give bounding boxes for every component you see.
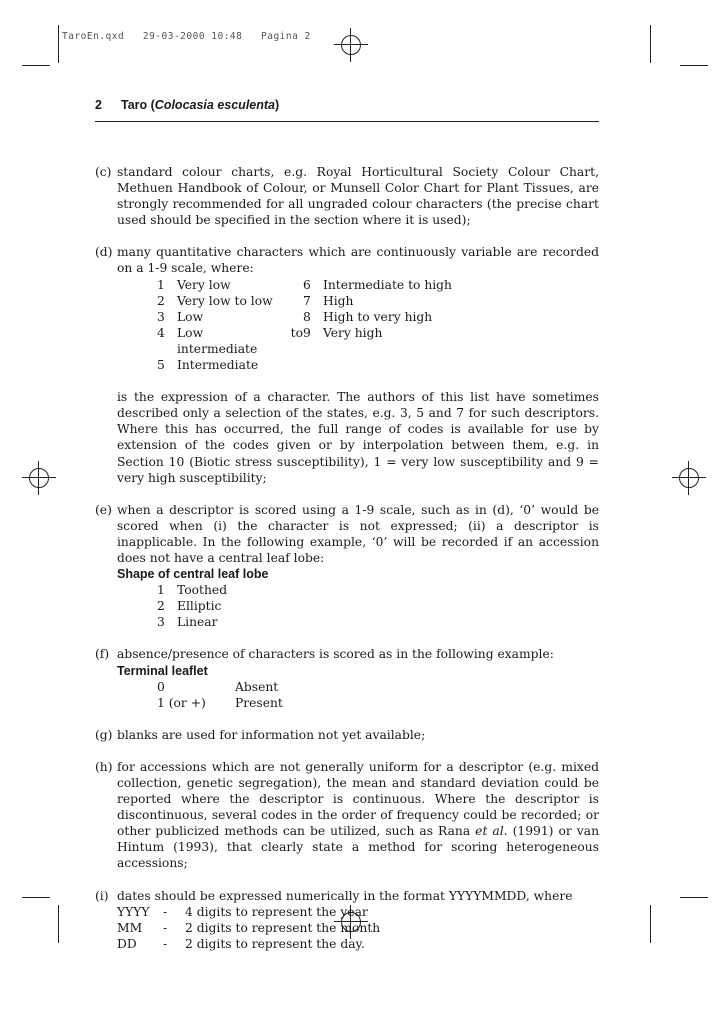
scale-code: 4 (157, 325, 165, 340)
date-dash: - (163, 936, 168, 951)
item-text-italic: et al (475, 824, 504, 839)
item-f (95, 646, 599, 710)
item-label: (c) (95, 165, 112, 179)
state-label: Present (235, 695, 283, 710)
scale-label: High to very high (323, 309, 433, 324)
state-code: 2 (157, 599, 165, 614)
date-format-row (117, 904, 599, 920)
date-desc: 4 digits to represent the year (185, 904, 368, 919)
item-text (117, 759, 599, 872)
item-label: (f) (95, 647, 110, 662)
crop-mark-bottom-right-h (680, 897, 708, 898)
crop-mark-top-right-h (680, 65, 708, 66)
state-code: 0 (157, 679, 165, 694)
date-format-row (117, 936, 599, 952)
state-row (157, 679, 599, 695)
header-rule (95, 121, 599, 122)
scale-code: 7 (303, 293, 311, 308)
scale-label: Intermediate (177, 358, 259, 373)
state-label: Absent (235, 679, 279, 694)
crop-mark-top-left-h (22, 65, 50, 66)
header-title-italic: Colocasia esculenta (154, 98, 275, 112)
item-text: dates should be expressed numerically in the format YYYYMMDD, where (117, 888, 573, 903)
item-d (95, 244, 599, 485)
print-slug: TaroEn.qxd 29-03-2000 10:48 Pagina 2 (62, 31, 311, 42)
state-row (157, 582, 599, 598)
scale-label: Very high (323, 325, 383, 340)
crop-mark-top-left-v (58, 25, 59, 63)
state-label: Linear (177, 615, 218, 630)
item-c (95, 164, 599, 228)
scale-label: Very low to low (177, 293, 273, 308)
item-label: (g) (95, 727, 113, 742)
item-e (95, 502, 599, 631)
item-label: (h) (95, 759, 113, 774)
item-text-after: . (1991) or van Hintum (1993), that clearly state a method for scoring heterogeneous accessions; (117, 824, 599, 871)
registration-mark-left (22, 461, 56, 495)
item-text: when a descriptor is scored using a 1-9 scale, such as in (d), ‘0’ would be scored when (i) the character is not expressed; (ii) a descriptor is inapplicable. In the following example, ‘0’ will be recorded if an accession does not have a central leaf lobe: (117, 502, 599, 565)
item-label: (i) (95, 888, 109, 903)
date-format-row (117, 920, 599, 936)
state-label: Toothed (177, 583, 228, 598)
header-title-prefix: Taro ( (121, 98, 155, 112)
item-g (95, 727, 599, 743)
item-text: is the expression of a character. The authors of this list have sometimes described only a selection of the states, e.g. 3, 5 and 7 for such descriptors. Where this has occurred, the full range of codes is available for use by extension of the codes given or by interpolation between them, e.g. in Section 10 (Biotic stress susceptibility), 1 = very low susceptibility and 9 = very high susceptibility; (117, 390, 599, 485)
scale-label: Low (177, 309, 204, 324)
date-dash: - (163, 904, 168, 919)
item-intro: many quantitative characters which are continuously variable are recorded on a 1-9 scale, where: (117, 245, 599, 276)
item-text: absence/presence of characters is scored as in the following example: (117, 647, 554, 662)
date-key: MM (117, 920, 143, 935)
scale-code: 6 (303, 277, 311, 292)
scale-code: 2 (157, 293, 165, 308)
date-dash: - (163, 920, 168, 935)
scale-label: Low to intermediate (177, 325, 303, 356)
scale-table (157, 277, 452, 374)
state-code: 3 (157, 615, 165, 630)
state-list (157, 679, 599, 711)
scale-label: High (323, 293, 354, 308)
registration-mark-right (672, 461, 706, 495)
item-label: (d) (95, 245, 113, 260)
scale-code: 9 (303, 325, 311, 340)
page-number: 2 (95, 98, 102, 112)
descriptor-heading: Terminal leaflet (117, 663, 208, 678)
crop-mark-bottom-left-h (22, 897, 50, 898)
registration-mark-top (334, 28, 368, 62)
crop-mark-bottom-left-v (58, 905, 59, 943)
scale-code: 8 (303, 309, 311, 324)
item-text: blanks are used for information not yet available; (117, 727, 426, 742)
date-desc: 2 digits to represent the day. (185, 936, 365, 951)
item-i (95, 888, 599, 952)
state-row (157, 695, 599, 711)
item-text-before: for accessions which are not generally uniform for a descriptor (e.g. mixed collection, genetic segregation), the mean and standard deviation could be reported where the descriptor is continuous. Where the descriptor is discontinuous, several codes in the order of frequency could be recorded; or other publicized methods can be utilized, such as Rana (117, 759, 599, 839)
item-text: standard colour charts, e.g. Royal Horticultural Society Colour Chart, Methuen Handbook of Colour, or Munsell Color Chart for Plant Tissues, are strongly recommended for all ungraded colour characters (the precise chart used should be specified in the section where it is used); (117, 165, 599, 228)
descriptor-heading: Shape of central leaf lobe (117, 567, 269, 582)
state-code: 1 (157, 583, 165, 598)
state-code: 1 (or +) (157, 695, 206, 710)
scale-code: 5 (157, 358, 165, 373)
date-format-list (117, 904, 599, 952)
state-row (157, 598, 599, 614)
scale-label: Intermediate to high (323, 277, 452, 292)
date-key: YYYY (117, 904, 150, 919)
scale-code: 1 (157, 277, 165, 292)
item-label: (e) (95, 502, 112, 517)
date-desc: 2 digits to represent the month (185, 920, 381, 935)
item-h (95, 759, 599, 872)
crop-mark-top-right-v (650, 25, 651, 63)
crop-mark-bottom-right-v (650, 905, 651, 943)
date-key: DD (117, 936, 137, 951)
page-body (95, 164, 599, 952)
state-list (157, 582, 599, 630)
header-title-suffix: ) (275, 98, 280, 112)
state-row (157, 614, 599, 630)
scale-code: 3 (157, 309, 165, 324)
state-label: Elliptic (177, 599, 222, 614)
scale-label: Very low (177, 277, 231, 292)
running-header (95, 98, 599, 112)
